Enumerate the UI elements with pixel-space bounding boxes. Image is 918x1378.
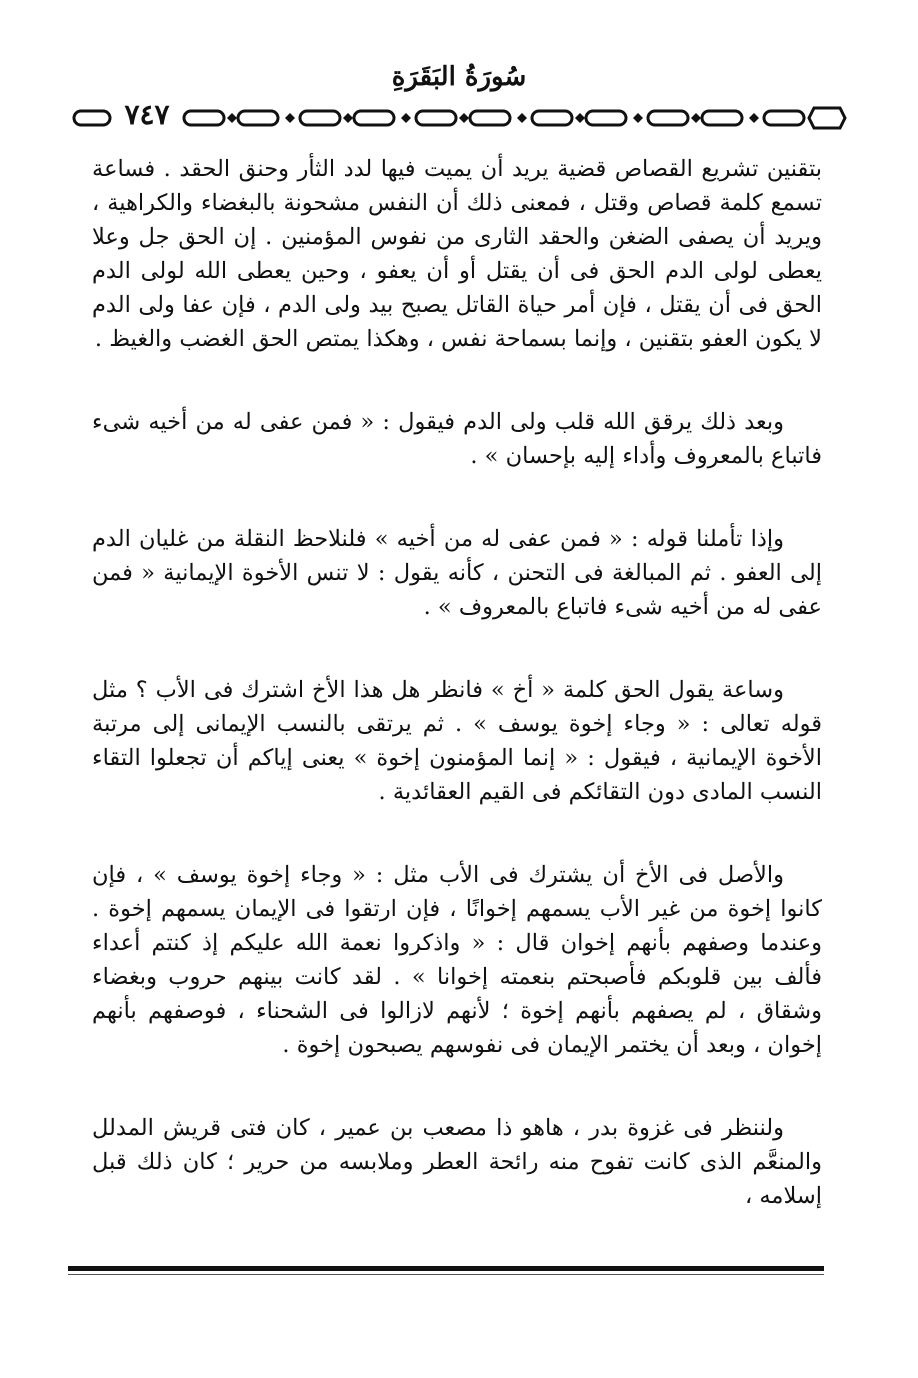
body-text — [92, 152, 822, 1262]
footer-rule — [68, 1266, 824, 1271]
paragraph: وبعد ذلك يرقق الله قلب ولى الدم فيقول : « فمن عفى له من أخيه شىء فاتباع بالمعروف وأداء إليه بإحسان » . — [92, 409, 822, 469]
paragraph: ولننظر فى غزوة بدر ، هاهو ذا مصعب بن عمير ، كان فتى قريش المدلل والمنعَّم الذى كانت تفوح منه رائحة العطر وملابسه من حرير ؛ كان ذلك قبل إسلامه ، — [92, 1115, 822, 1209]
decorative-chain-border — [72, 104, 847, 132]
footer-rule-thin — [68, 1274, 824, 1275]
paragraph: بتقنين تشريع القصاص قضية يريد أن يميت فيها لدد الثأر وحنق الحقد . فساعة تسمع كلمة قصاص وقتل ، فمعنى ذلك أن النفس مشحونة بالبغضاء والكراهية ، ويريد أن يصفى الضغن والحقد الثارى من نفوس المؤمنين . إن الحق جل وعلا يعطى لولى الدم الحق فى أن يقتل أو أن يعفو ، وحين يعطى الله لولى الدم الحق فى أن يقتل ، فإن أمر حياة القاتل يصبح بيد ولى الدم ، فإن عفا ولى الدم لا يكون العفو بتقنين ، وإنما بسماحة نفس ، وهكذا يمتص الحق الغضب والغيظ . — [92, 156, 822, 352]
paragraph: والأصل فى الأخ أن يشترك فى الأب مثل : « وجاء إخوة يوسف » ، فإن كانوا إخوة من غير الأب يسمهم إخوانًا ، فإن ارتقوا فى الإيمان يسمهم إخوة . وعندما وصفهم بأنهم إخوان قال : « واذكروا نعمة الله عليكم إذ كنتم أعداء فألف بين قلوبكم فأصبحتم بنعمته إخوانا » . لقد كانت بينهم حروب وبغضاء وشقاق ، لم يصفهم بأنهم إخوة ؛ لأنهم لازالوا فى الشحناء ، فوصفهم بأنهم إخوان ، وبعد أن يختمر الإيمان فى نفوسهم يصبحون إخوة . — [92, 862, 822, 1058]
page-number: ٧٤٧ — [113, 96, 181, 134]
paragraph: وساعة يقول الحق كلمة « أخ » فانظر هل هذا الأخ اشترك فى الأب ؟ مثل قوله تعالى : « وجاء إخوة يوسف » . ثم يرتقى بالنسب الإيمانى إلى مرتبة الأخوة الإيمانية ، فيقول : « إنما المؤمنون إخوة » يعنى إياكم أن تجعلوا التقاء النسب المادى دون التقائكم فى القيم العقائدية . — [92, 677, 822, 805]
paragraph: وإذا تأملنا قوله : « فمن عفى له من أخيه » فلنلاحظ النقلة من غليان الدم إلى العفو . ثم المبالغة فى التحنن ، كأنه يقول : لا تنس الأخوة الإيمانية « فمن عفى له من أخيه شىء فاتباع بالمعروف » . — [92, 526, 822, 620]
surah-title: سُورَةُ البَقَرَةِ — [391, 62, 527, 92]
